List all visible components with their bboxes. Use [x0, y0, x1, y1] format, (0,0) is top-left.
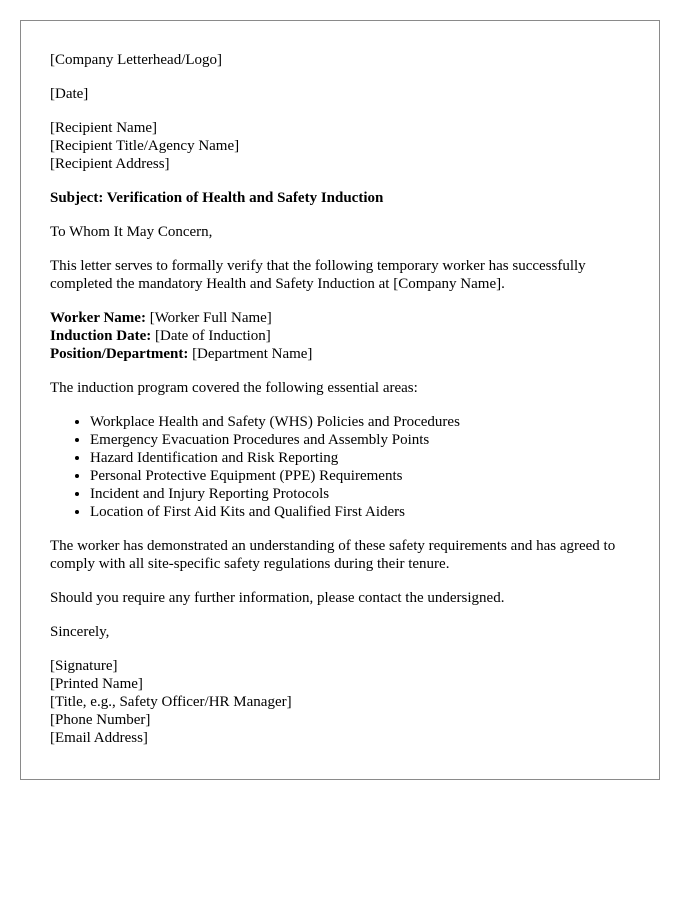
- letter-date: [Date]: [50, 86, 89, 102]
- program-intro: The induction program covered the following essential areas:: [50, 380, 418, 396]
- compliance-paragraph: The worker has demonstrated an understanding of these safety requirements and has agreed to comply with all site-specific safety regulations during their tenure.: [50, 538, 616, 572]
- subject-line: Subject: Verification of Health and Safety Induction: [50, 190, 384, 206]
- signer-title: [Title, e.g., Safety Officer/HR Manager]: [50, 694, 292, 710]
- email-address: [Email Address]: [50, 730, 148, 746]
- worker-name-row: [50, 309, 640, 327]
- list-item: • Emergency Evacuation Procedures and Assembly Points: [90, 431, 640, 449]
- letter-content: [50, 51, 640, 763]
- letter-page: [20, 20, 660, 780]
- closing: Sincerely,: [50, 624, 110, 640]
- position-row: [50, 345, 640, 363]
- recipient-address: [Recipient Address]: [50, 156, 170, 172]
- induction-date-value: [Date of Induction]: [151, 328, 271, 344]
- worker-name-value: [Worker Full Name]: [145, 310, 272, 326]
- intro-paragraph: This letter serves to formally verify that the following temporary worker has successfully completed the mandatory Health and Safety Induction at [Company Name].: [50, 258, 586, 292]
- worker-name-label: Worker Name:: [50, 310, 146, 326]
- position-label: Position/Department:: [50, 346, 189, 362]
- list-item: • Personal Protective Equipment (PPE) Requirements: [90, 467, 640, 485]
- phone-number: [Phone Number]: [50, 712, 151, 728]
- list-item: • Location of First Aid Kits and Qualified First Aiders: [90, 503, 640, 521]
- list-item: • Hazard Identification and Risk Reporting: [90, 449, 640, 467]
- salutation: To Whom It May Concern,: [50, 224, 213, 240]
- signature-block: [50, 657, 640, 747]
- induction-date-label: Induction Date:: [50, 328, 152, 344]
- induction-areas-list: [50, 413, 640, 521]
- position-value: [Department Name]: [188, 346, 313, 362]
- company-letterhead: [Company Letterhead/Logo]: [50, 52, 223, 68]
- further-info-paragraph: Should you require any further information, please contact the undersigned.: [50, 590, 505, 606]
- induction-date-row: [50, 327, 640, 345]
- recipient-title-agency: [Recipient Title/Agency Name]: [50, 138, 240, 154]
- printed-name: [Printed Name]: [50, 676, 143, 692]
- signature: [Signature]: [50, 658, 118, 674]
- list-item: • Incident and Injury Reporting Protocols: [90, 485, 640, 503]
- list-item: • Workplace Health and Safety (WHS) Policies and Procedures: [90, 413, 640, 431]
- recipient-name: [Recipient Name]: [50, 120, 158, 136]
- worker-details: [50, 309, 640, 363]
- recipient-block: [50, 119, 640, 173]
